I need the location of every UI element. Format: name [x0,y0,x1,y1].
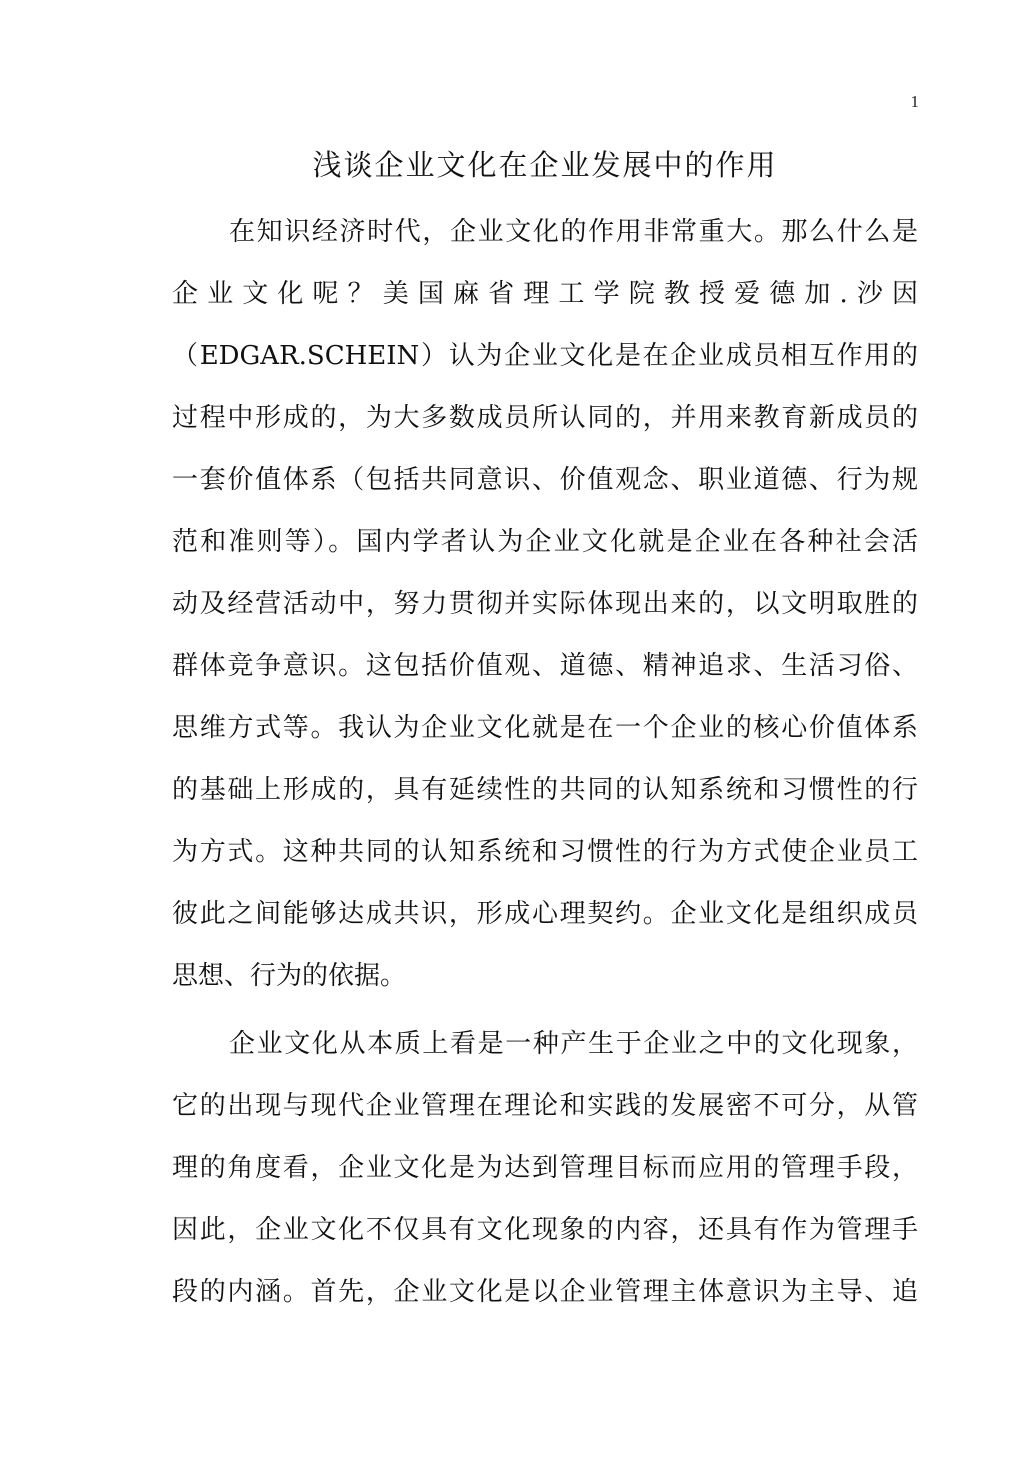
paragraph-line: 群体竞争意识。这包括价值观、道德、精神追求、生活习俗、 [172,651,918,681]
paragraph-line: 它的出现与现代企业管理在理论和实践的发展密不可分，从管 [172,1091,918,1121]
paragraph-line: 段的内涵。首先，企业文化是以企业管理主体意识为主导、追 [172,1277,918,1307]
paragraph-line: 思维方式等。我认为企业文化就是在一个企业的核心价值体系 [172,713,918,743]
page-number: 1 [910,92,919,111]
paragraph-line: 范和准则等）。国内学者认为企业文化就是企业在各种社会活 [172,527,918,557]
paragraph-line: 为方式。这种共同的认知系统和习惯性的行为方式使企业员工 [172,837,918,867]
paragraph-line: 过程中形成的，为大多数成员所认同的，并用来教育新成员的 [172,403,918,433]
paragraph-line: 企业文化从本质上看是一种产生于企业之中的文化现象， [229,1029,918,1059]
paragraph-line: 理的角度看，企业文化是为达到管理目标而应用的管理手段， [172,1153,918,1183]
paragraph-line: （EDGAR.SCHEIN）认为企业文化是在企业成员相互作用的 [172,341,918,371]
paragraph-line: 在知识经济时代，企业文化的作用非常重大。那么什么是 [229,217,918,247]
paragraph-line: 动及经营活动中，努力贯彻并实际体现出来的，以文明取胜的 [172,589,918,619]
document-title: 浅谈企业文化在企业发展中的作用 [312,148,778,182]
paragraph-line: 一套价值体系（包括共同意识、价值观念、职业道德、行为规 [172,465,918,495]
paragraph-line: 的基础上形成的，具有延续性的共同的认知系统和习惯性的行 [172,775,918,805]
paragraph-line: 因此，企业文化不仅具有文化现象的内容，还具有作为管理手 [172,1215,918,1245]
paragraph-line: 企业文化呢？美国麻省理工学院教授爱德加.沙因 [172,279,918,309]
paragraph-line: 思想、行为的依据。 [172,961,407,991]
paragraph-line: 彼此之间能够达成共识，形成心理契约。企业文化是组织成员 [172,899,918,929]
